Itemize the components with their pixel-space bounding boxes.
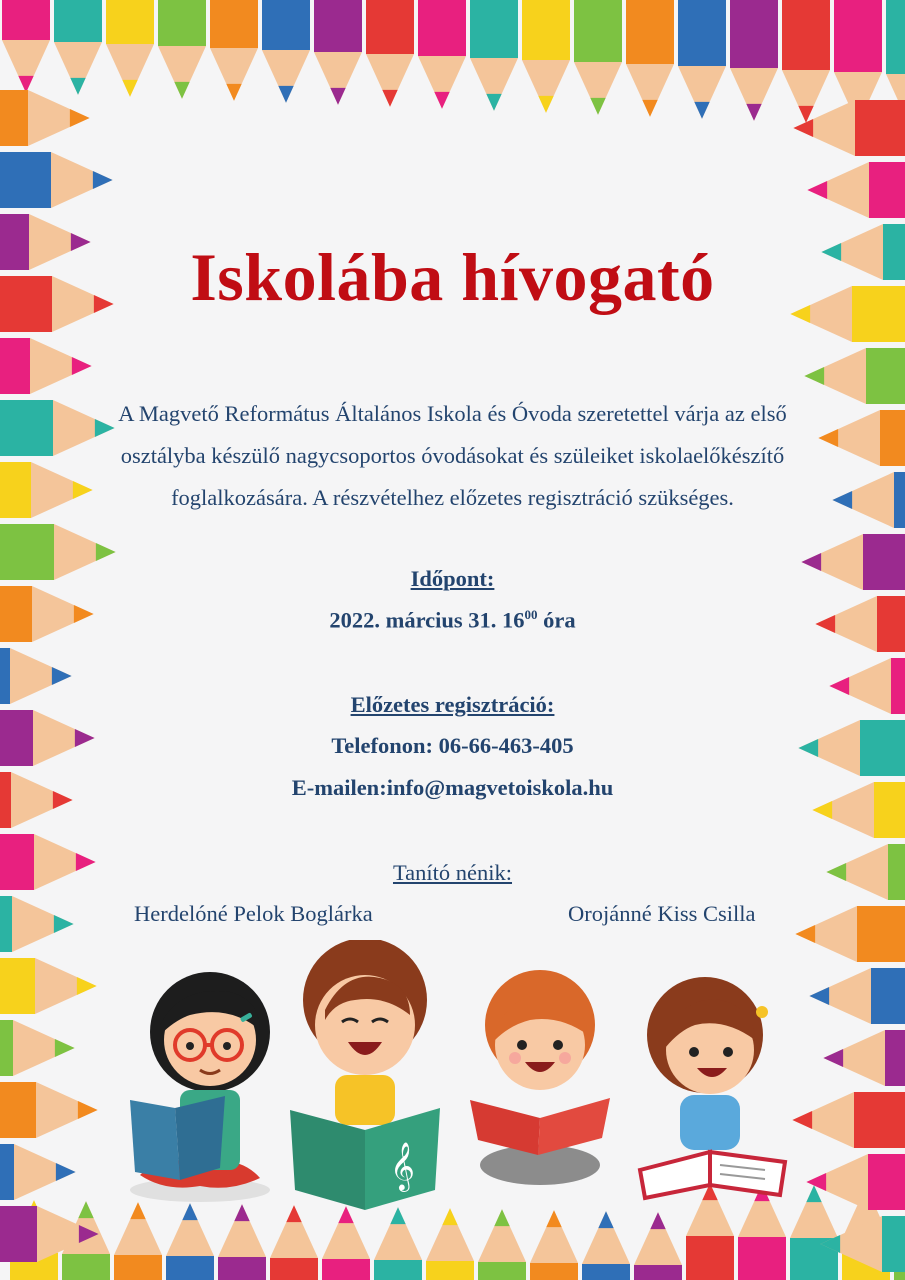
time-label: Időpont: [410,566,495,591]
event-time-suffix: óra [537,607,576,633]
children-reading-illustration [120,940,800,1215]
event-date-text: 2022. március 31. 16 [329,607,525,633]
intro-text: A Magvető Református Általános Iskola és Óvoda szeretettel várja az első osztályba készülő nagycsoportos óvodásokat és szüleiket iskolaelőkészítő foglalkozására. A részvételhez előzetes regisztráció szükséges. [118,401,787,510]
page-title: Iskolába hívogató [190,239,715,315]
teachers-label: Tanító nénik: [392,860,513,885]
teacher-right: Orojánné Kiss Csilla [568,901,756,926]
boy-with-music-book-icon [290,940,440,1210]
girl-with-open-book-icon [640,977,785,1198]
registration-phone: Telefonon: 06-66-463-405 [331,733,574,758]
registration-email: E-mailen:info@magvetoiskola.hu [291,775,614,800]
girl-with-glasses-reading-icon [130,972,270,1202]
event-date [0,607,905,634]
teacher-left: Herdelóné Pelok Boglárka [134,901,373,926]
registration-label: Előzetes regisztráció: [350,692,555,717]
event-time-superscript: 00 [524,607,538,622]
boy-with-red-book-icon [470,970,610,1185]
svg-text:𝄞: 𝄞 [390,1141,415,1190]
